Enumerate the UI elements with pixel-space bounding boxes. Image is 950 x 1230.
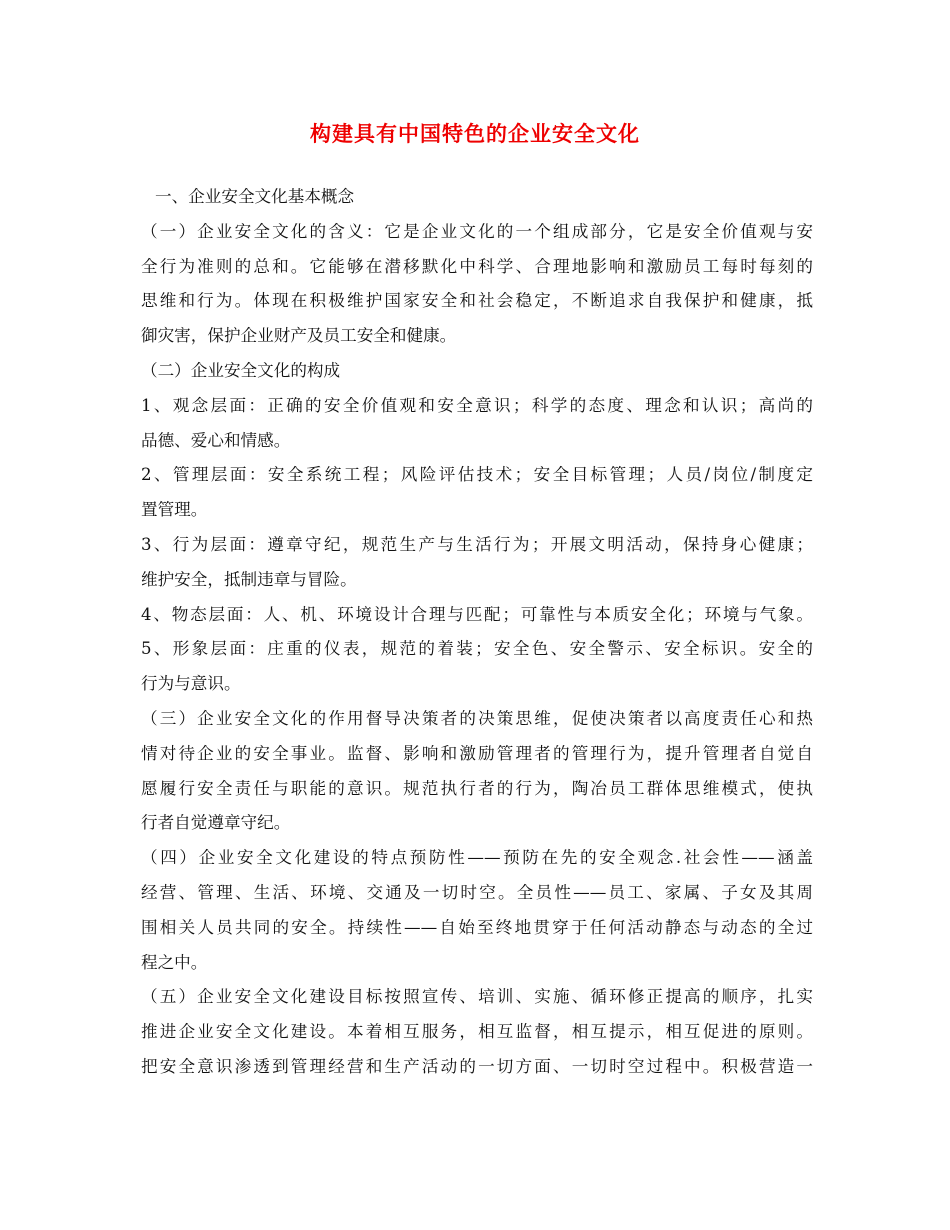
- paragraph-line: 行者自觉遵章守纪。: [141, 813, 291, 833]
- paragraph-line: 思维和行为。体现在积极维护国家安全和社会稳定，不断追求自我保护和健康，抵: [141, 291, 813, 311]
- paragraph-line: 推进企业安全文化建设。本着相互服务，相互监督，相互提示，相互促进的原则。: [141, 1022, 813, 1042]
- subsection-heading: （二）企业安全文化的构成: [141, 360, 341, 380]
- paragraph-line: 3、行为层面：遵章守纪，规范生产与生活行为；开展文明活动，保持身心健康；: [141, 534, 813, 554]
- paragraph-line: 1、观念层面：正确的安全价值观和安全意识；科学的态度、理念和认识；高尚的: [141, 395, 813, 415]
- paragraph-line: 5、形象层面：庄重的仪表，规范的着装；安全色、安全警示、安全标识。安全的: [141, 639, 813, 659]
- paragraph-line: （三）企业安全文化的作用督导决策者的决策思维，促使决策者以高度责任心和热: [141, 708, 813, 728]
- paragraph-line: 维护安全，抵制违章与冒险。: [141, 569, 357, 589]
- paragraph-line: （五）企业安全文化建设目标按照宣传、培训、实施、循环修正提高的顺序，扎实: [141, 987, 813, 1007]
- document-body: [141, 180, 813, 1085]
- paragraph-line: 经营、管理、生活、环境、交通及一切时空。全员性——员工、家属、子女及其周: [141, 882, 813, 902]
- document-title: 构建具有中国特色的企业安全文化: [310, 122, 640, 146]
- paragraph-line: 把安全意识渗透到管理经营和生产活动的一切方面、一切时空过程中。积极营造一: [141, 1056, 813, 1076]
- paragraph-line: （四）企业安全文化建设的特点预防性——预防在先的安全观念.社会性——涵盖: [141, 848, 813, 868]
- paragraph-line: 围相关人员共同的安全。持续性——自始至终地贯穿于任何活动静态与动态的全过: [141, 917, 813, 937]
- paragraph-line: 置管理。: [141, 500, 208, 520]
- paragraph-line: 愿履行安全责任与职能的意识。规范执行者的行为，陶冶员工群体思维模式，使执: [141, 778, 813, 798]
- paragraph-line: 全行为准则的总和。它能够在潜移默化中科学、合理地影响和激励员工每时每刻的: [141, 256, 813, 276]
- paragraph-line: 2、管理层面：安全系统工程；风险评估技术；安全目标管理；人员/岗位/制度定: [141, 465, 813, 485]
- section-heading-1: 一、企业安全文化基本概念: [155, 187, 355, 206]
- paragraph-line: 4、物态层面：人、机、环境设计合理与匹配；可靠性与本质安全化；环境与气象。: [141, 604, 813, 624]
- paragraph-line: 品德、爱心和情感。: [141, 430, 291, 450]
- paragraph-line: 情对待企业的安全事业。监督、影响和激励管理者的管理行为，提升管理者自觉自: [141, 743, 813, 763]
- paragraph-line: （一）企业安全文化的含义：它是企业文化的一个组成部分，它是安全价值观与安: [141, 221, 813, 241]
- paragraph-line: 程之中。: [141, 952, 208, 972]
- paragraph-line: 御灾害，保护企业财产及员工安全和健康。: [141, 326, 457, 346]
- paragraph-line: 行为与意识。: [141, 674, 241, 694]
